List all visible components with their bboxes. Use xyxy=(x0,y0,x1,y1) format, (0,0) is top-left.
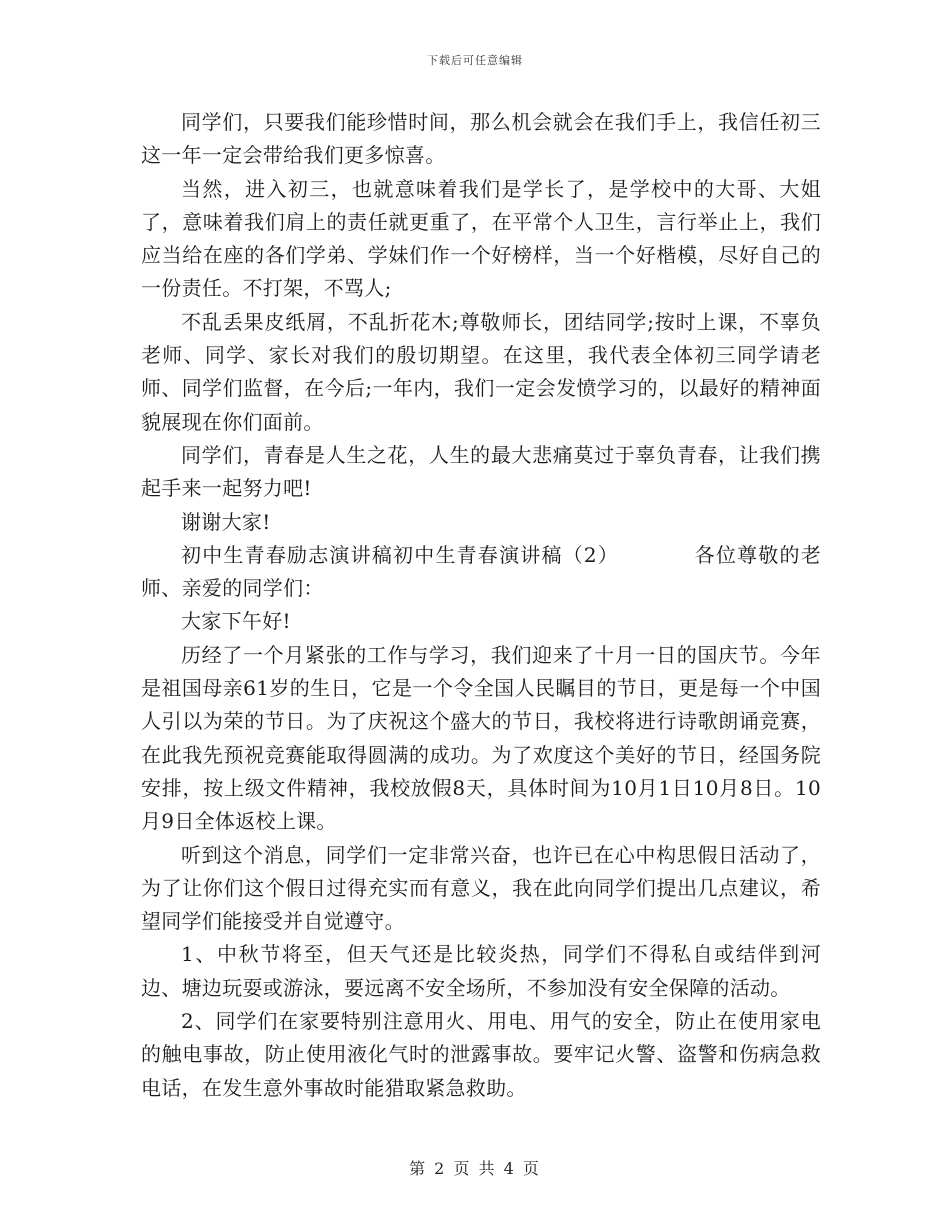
paragraph: 不乱丢果皮纸屑，不乱折花木;尊敬师长，团结同学;按时上课，不辜负老师、同学、家长对我们的殷切期望。在这里，我代表全体初三同学请老师、同学们监督，在今后;一年内，我们一定会发愤学习的，以最好的精神面貌展现在你们面前。 xyxy=(141,309,821,434)
page-number-footer: 第 2 页 共 4 页 xyxy=(409,1159,541,1178)
paragraph: 当然，进入初三，也就意味着我们是学长了，是学校中的大哥、大姐了，意味着我们肩上的责任就更重了，在平常个人卫生，言行举止上，我们应当给在座的各们学弟、学妹们作一个好榜样，当一个好楷模，尽好自己的一份责任。不打架，不骂人; xyxy=(141,176,821,301)
document-body xyxy=(141,106,821,1105)
paragraph: 听到这个消息，同学们一定非常兴奋，也许已在心中构思假日活动了，为了让你们这个假日过得充实而有意义，我在此向同学们提出几点建议，希望同学们能接受并自觉遵守。 xyxy=(141,842,821,934)
paragraph: 历经了一个月紧张的工作与学习，我们迎来了十月一日的国庆节。今年是祖国母亲61岁的生日，它是一个令全国人民瞩目的节日，更是每一个中国人引以为荣的节日。为了庆祝这个盛大的节日，我校将进行诗歌朗诵竞赛，在此我先预祝竞赛能取得圆满的成功。为了欢度这个美好的节日，经国务院安排，按上级文件精神，我校放假8天，具体时间为10月1日10月8日。10月9日全体返校上课。 xyxy=(141,642,821,834)
list-item-paragraph: 2、同学们在家要特别注意用火、用电、用气的安全，防止在使用家电的触电事故，防止使用液化气时的泄露事故。要牢记火警、盗警和伤病急救电话，在发生意外事故时能猎取紧急救助。 xyxy=(141,1009,821,1100)
section-title-paragraph: 初中生青春励志演讲稿初中生青春演讲稿（2） 各位尊敬的老师、亲爱的同学们： xyxy=(141,542,821,601)
paragraph: 谢谢大家! xyxy=(181,509,271,534)
list-item-paragraph: 1、中秋节将至，但天气还是比较炎热，同学们不得私自或结伴到河边、塘边玩耍或游泳，要远离不安全场所，不参加没有安全保障的活动。 xyxy=(141,942,821,1000)
greeting-paragraph: 大家下午好! xyxy=(181,609,291,634)
page-header: 下载后可任意编辑 xyxy=(427,54,523,67)
paragraph: 同学们，青春是人生之花，人生的最大悲痛莫过于辜负青春，让我们携起手来一起努力吧! xyxy=(141,442,821,501)
paragraph: 同学们，只要我们能珍惜时间，那么机会就会在我们手上，我信任初三这一年一定会带给我们更多惊喜。 xyxy=(141,110,821,168)
